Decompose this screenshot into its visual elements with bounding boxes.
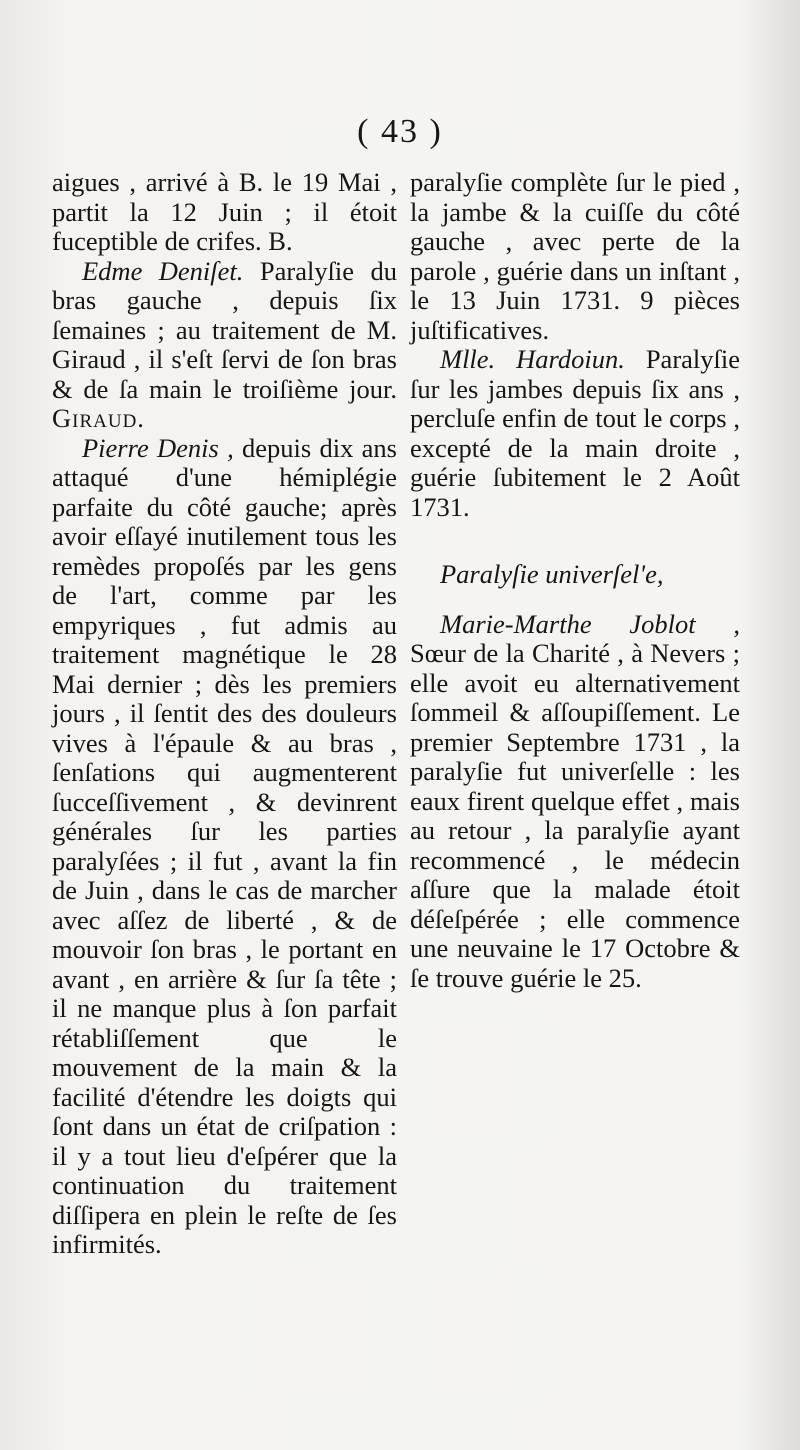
section-heading (410, 560, 740, 590)
entry-text: Paralyſie du bras gauche , depuis ſix ſemaines ; au traitement de M. Giraud , il s'eſt ſervi de ſon bras & de ſa main le troiſième jour. (52, 255, 398, 404)
page-edge-shadow (745, 0, 800, 1450)
page-number: ( 43 ) (357, 113, 443, 150)
entry-name: Marie-Marthe Joblot , (440, 608, 740, 639)
entry-name: Mlle. Hardoiun. (440, 344, 625, 374)
entry-marie-marthe-joblot (410, 610, 740, 994)
entry-name: Pierre Denis , (82, 432, 234, 463)
entry-text: Sœur de la Charité , à Nevers ; elle avoit eu alternativement ſommeil & aſſoupiſſement. Le premier Septembre 1731 , la paralyſie fut univerſelle : les eaux firent quelque effet , mais au retour , la paralyſie ayant recommencé , le médecin aſſure que la malade étoit déſeſpérée ; elle commence une neuvaine le 17 Octobre & ſe trouve guérie le 25. (410, 638, 740, 993)
right-paragraph-continuation (410, 168, 740, 345)
entry-mlle-hardoiun (410, 345, 740, 522)
entry-text: depuis dix ans attaqué d'une hémiplégie parfaite du côté gauche; après avoir eſſayé inutilement tous les remèdes propoſés par les gens de l'art, comme par les empyriques , fut admis au traitement magnétique le 28 Mai dernier ; dès les premiers jours , il ſentit des des douleurs vives à l'épaule & au bras , ſenſations qui augmenterent ſucceſſivement , & devinrent générales ſur les parties paralyſées ; il fut , avant la fin de Juin , dans le cas de marcher avec aſſez de liberté , & de mouvoir ſon bras , le portant en avant , en arrière & ſur ſa tête ; il ne manque plus à ſon parfait rétabliſſement que le mouvement de la main & la facilité d'étendre les doigts qui ſont dans un état de criſpation : il y a tout lieu d'eſpérer que la continuation du traitement diſſipera en plein le reſte de ſes infirmités. (52, 432, 397, 1259)
section-heading-text: Paralyſie univerſel'e, (440, 559, 664, 589)
left-paragraph-continuation (52, 168, 397, 257)
entry-edme-deniset (52, 257, 397, 434)
left-column (52, 168, 397, 1260)
right-column (410, 168, 740, 993)
entry-signature: Giraud. (52, 403, 145, 433)
left-p1-text: aigues , arrivé à B. le 19 Mai , partit la 12 Juin ; il étoit fuceptible de crifes. B. (52, 167, 397, 256)
entry-text: Paralyſie ſur les jambes depuis ſix ans , percluſe enfin de tout le corps , excepté de la main droite , guérie ſubitement le 2 Août 1731. (410, 344, 740, 522)
entry-pierre-denis (52, 434, 397, 1260)
right-p1-text: paralyſie complète ſur le pied , la jambe & la cuiſſe du côté gauche , avec perte de la parole , guérie dans un inſtant , le 13 Juin 1731. 9 pièces juſtificatives. (410, 167, 740, 345)
entry-name: Edme Deniſet. (82, 255, 244, 286)
